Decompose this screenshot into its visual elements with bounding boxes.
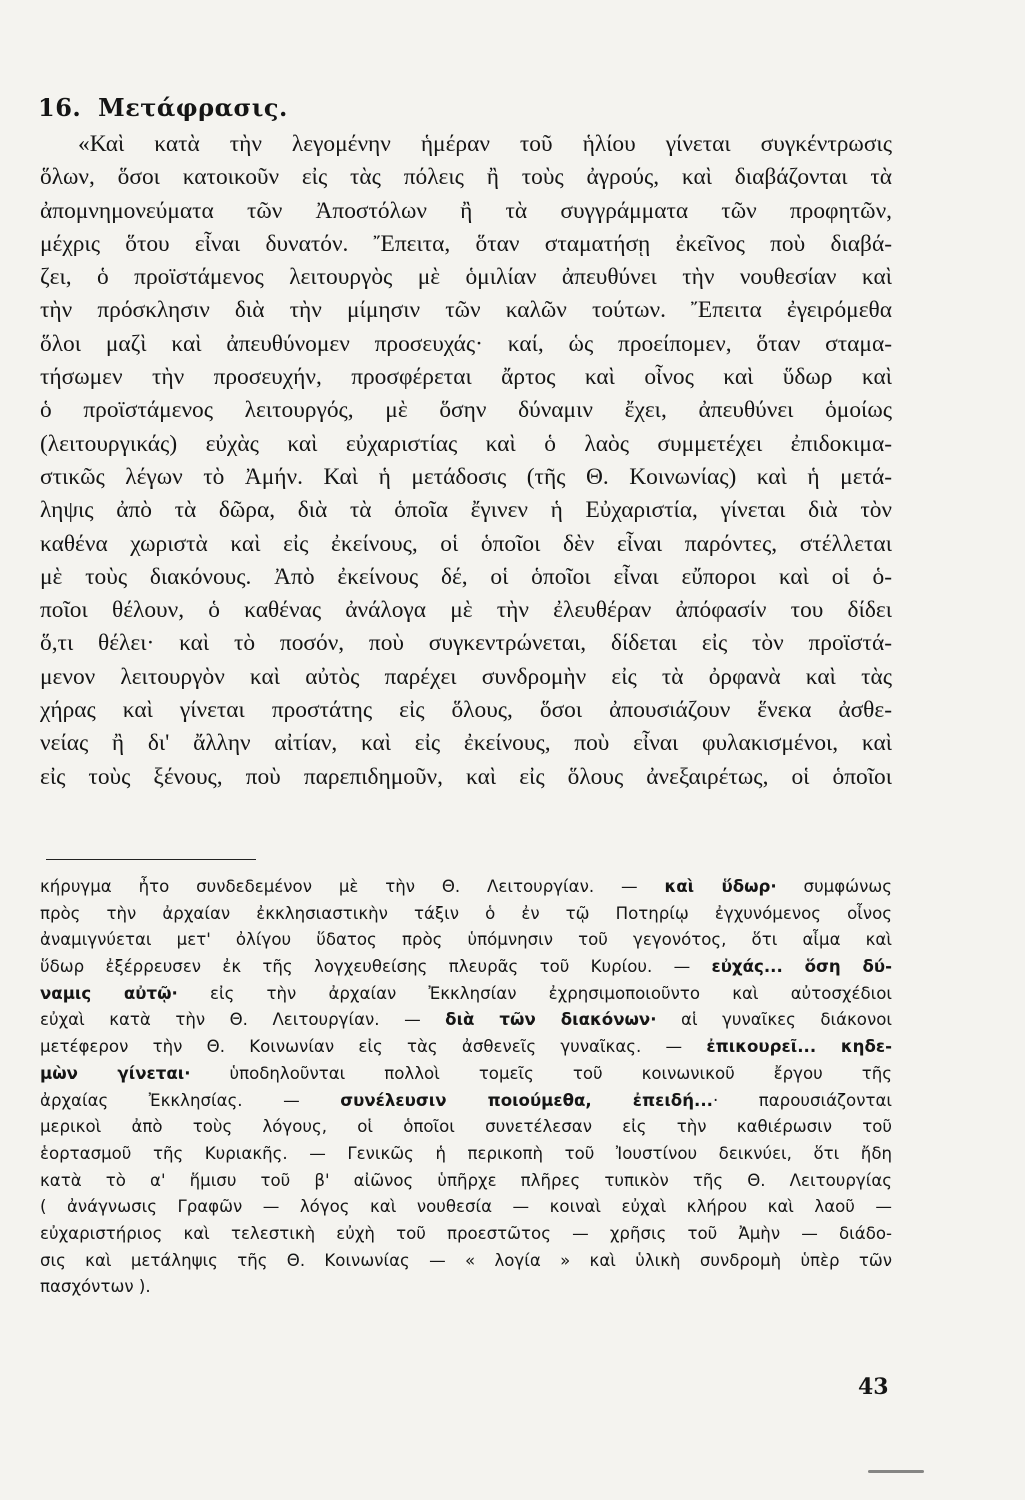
footnote-line: [40, 1034, 892, 1061]
translation-body: [40, 128, 892, 794]
footnote-block: [40, 874, 892, 1301]
footnote-text: ἀρχαίας Ἐκκλησίας. —: [40, 1090, 341, 1110]
footnote-text: πρὸς τὴν ἀρχαίαν ἐκκλησιαστικὴν τάξιν ὁ ἐν τῷ Ποτηρίῳ ἐγχυνόμενος οἶνος: [40, 903, 892, 923]
footnote-text: αἱ γυναῖκες διάκονοι: [656, 1010, 892, 1030]
footnote-line: [40, 1168, 892, 1195]
section-title: Μετάφρασις.: [98, 93, 288, 122]
footnote-lemma: ἐπικουρεῖ... κηδε-: [706, 1037, 893, 1057]
body-line: νείας ἢ δι' ἄλλην αἰτίαν, καὶ εἰς ἐκείνους, ποὺ εἶναι φυλακισμένοι, καὶ: [40, 730, 892, 757]
footnote-text: μερικοὶ ἀπὸ τοὺς λόγους, οἱ ὁποῖοι συνετέλεσαν εἰς τὴν καθιέρωσιν τοῦ: [40, 1117, 892, 1137]
body-line: ὅ,τι θέλει· καὶ τὸ ποσόν, ποὺ συγκεντρώνεται, δίδεται εἰς τὸν προϊστά-: [40, 630, 892, 657]
footnote-line: [40, 1248, 892, 1275]
body-line: τὴν πρόσκλησιν διὰ τὴν μίμησιν τῶν καλῶν τούτων. Ἔπειτα ἐγειρόμεθα: [40, 297, 892, 324]
footnote-lemma: μὼν γίνεται·: [40, 1063, 191, 1083]
footnote-line: [40, 954, 892, 981]
body-line: μέχρις ὅτου εἶναι δυνατόν. Ἔπειτα, ὅταν σταματήσῃ ἐκεῖνος ποὺ διαβά-: [40, 230, 892, 257]
footnote-text: εἰς τὴν ἀρχαίαν Ἐκκλησίαν ἐχρησιμοποιοῦντο καὶ αὐτοσχέδιοι: [177, 983, 892, 1003]
footnote-text: εὐχαὶ κατὰ τὴν Θ. Λειτουργίαν. —: [40, 1010, 446, 1030]
section-number: 16.: [38, 93, 82, 122]
ink-mark: [868, 1470, 924, 1473]
body-line: ὅλων, ὅσοι κατοικοῦν εἰς τὰς πόλεις ἢ τοὺς ἀγρούς, καὶ διαβάζονται τὰ: [40, 164, 892, 191]
footnote-line: [40, 1141, 892, 1168]
footnote-line: [40, 1007, 892, 1034]
footnote-text: ( ἀνάγνωσις Γραφῶν — λόγος καὶ νουθεσία — κοιναὶ εὐχαὶ κλήρου καὶ λαοῦ —: [40, 1197, 892, 1217]
footnote-text: · παρουσιάζονται: [712, 1090, 893, 1110]
body-line: μὲ τοὺς διακόνους. Ἀπὸ ἐκείνους δέ, οἱ ὁποῖοι εἶναι εὔποροι καὶ οἱ ὁ-: [40, 563, 892, 590]
body-line: τήσωμεν τὴν προσευχήν, προσφέρεται ἄρτος καὶ οἶνος καὶ ὕδωρ καὶ: [40, 364, 892, 391]
body-line: ποῖοι θέλουν, ὁ καθένας ἀνάλογα μὲ τὴν ἐλευθέραν ἀπόφασίν του δίδει: [40, 597, 892, 624]
body-line: (λειτουργικάς) εὐχὰς καὶ εὐχαριστίας καὶ ὁ λαὸς συμμετέχει ἐπιδοκιμα-: [40, 430, 892, 457]
footnote-text: πασχόντων ).: [40, 1277, 151, 1297]
body-line: καθένα χωριστὰ καὶ εἰς ἐκείνους, οἱ ὁποῖοι δὲν εἶναι παρόντες, στέλλεται: [40, 530, 892, 557]
body-line: μενον λειτουργὸν καὶ αὐτὸς παρέχει συνδρομὴν εἰς τὰ ὀρφανὰ καὶ τὰς: [40, 663, 892, 690]
footnote-text: κήρυγμα ἦτο συνδεδεμένον μὲ τὴν Θ. Λειτουργίαν. —: [40, 877, 665, 896]
footnote-line: [40, 1274, 892, 1301]
page-number: 43: [858, 1374, 889, 1400]
footnote-text: κατὰ τὸ α' ἥμισυ τοῦ β' αἰῶνος ὑπῆρχε πλῆρες τυπικὸν τῆς Θ. Λειτουργίας: [40, 1170, 892, 1190]
footnote-lemma: ναμις αὐτῷ·: [40, 983, 178, 1003]
footnote-text: ἀναμιγνύεται μετ' ὀλίγου ὕδατος πρὸς ὑπόμνησιν τοῦ γεγονότος, ὅτι αἷμα καὶ: [40, 930, 892, 950]
body-line: στικῶς λέγων τὸ Ἀμήν. Καὶ ἡ μετάδοσις (τῆς Θ. Κοινωνίας) καὶ ἡ μετά-: [40, 463, 892, 490]
body-line: «Καὶ κατὰ τὴν λεγομένην ἡμέραν τοῦ ἡλίου γίνεται συγκέντρωσις: [78, 131, 892, 157]
body-line: ληψις ἀπὸ τὰ δῶρα, διὰ τὰ ὁποῖα ἔγινεν ἡ Εὐχαριστία, γίνεται διὰ τὸν: [40, 497, 892, 524]
footnote-text: συμφώνως: [776, 877, 892, 896]
body-line: εἰς τοὺς ξένους, ποὺ παρεπιδημοῦν, καὶ εἰς ὅλους ἀνεξαιρέτως, οἱ ὁποῖοι: [40, 763, 892, 790]
footnote-text: ὕδωρ ἐξέρρευσεν ἐκ τῆς λογχευθείσης πλευρᾶς τοῦ Κυρίου. —: [40, 957, 712, 977]
body-line: χήρας καὶ γίνεται προστάτης εἰς ὅλους, ὅσοι ἀπουσιάζουν ἕνεκα ἀσθε-: [40, 697, 892, 724]
footnote-line: [40, 927, 892, 954]
footnote-line: [40, 1088, 892, 1115]
body-line: ἀπομνημονεύματα τῶν Ἀποστόλων ἢ τὰ συγγράμματα τῶν προφητῶν,: [40, 197, 892, 224]
footnote-lemma: συνέλευσιν ποιούμεθα, ἐπειδή...: [340, 1090, 713, 1110]
footnote-line: [40, 1194, 892, 1221]
footnote-divider: [46, 859, 256, 860]
footnote-line: [40, 901, 892, 928]
body-line: ζει, ὁ προϊστάμενος λειτουργὸς μὲ ὁμιλίαν ἀπευθύνει τὴν νουθεσίαν καὶ: [40, 264, 892, 291]
footnote-text: ἑορτασμοῦ τῆς Κυριακῆς. — Γενικῶς ἡ περικοπὴ τοῦ Ἰουστίνου δεικνύει, ὅτι ἤδη: [40, 1143, 892, 1163]
footnote-text: σις καὶ μετάληψις τῆς Θ. Κοινωνίας — « λογία » καὶ ὑλικὴ συνδρομὴ ὑπὲρ τῶν: [40, 1250, 892, 1270]
footnote-line: [40, 874, 892, 901]
footnote-lemma: καὶ ὕδωρ·: [664, 877, 777, 896]
body-line: ὅλοι μαζὶ καὶ ἀπευθύνομεν προσευχάς· καί, ὡς προείπομεν, ὅταν σταμα-: [40, 330, 892, 357]
body-line: ὁ προϊστάμενος λειτουργός, μὲ ὅσην δύναμιν ἔχει, ἀπευθύνει ὁμοίως: [40, 397, 892, 424]
footnote-line: [40, 1114, 892, 1141]
footnote-text: μετέφερον τὴν Θ. Κοινωνίαν εἰς τὰς ἀσθενεῖς γυναῖκας. —: [40, 1037, 707, 1057]
footnote-line: [40, 981, 892, 1008]
footnote-line: [40, 1221, 892, 1248]
footnote-lemma: διὰ τῶν διακόνων·: [445, 1010, 657, 1030]
footnote-line: [40, 1061, 892, 1088]
footnote-text: ὑποδηλοῦνται πολλοὶ τομεῖς τοῦ κοινωνικοῦ ἔργου τῆς: [190, 1063, 892, 1083]
section-heading: [38, 93, 288, 122]
footnote-text: εὐχαριστήριος καὶ τελεστικὴ εὐχὴ τοῦ προεστῶτος — χρῆσις τοῦ Ἀμὴν — διάδο-: [40, 1223, 892, 1243]
footnote-lemma: εὐχάς... ὅση δύ-: [711, 957, 893, 977]
